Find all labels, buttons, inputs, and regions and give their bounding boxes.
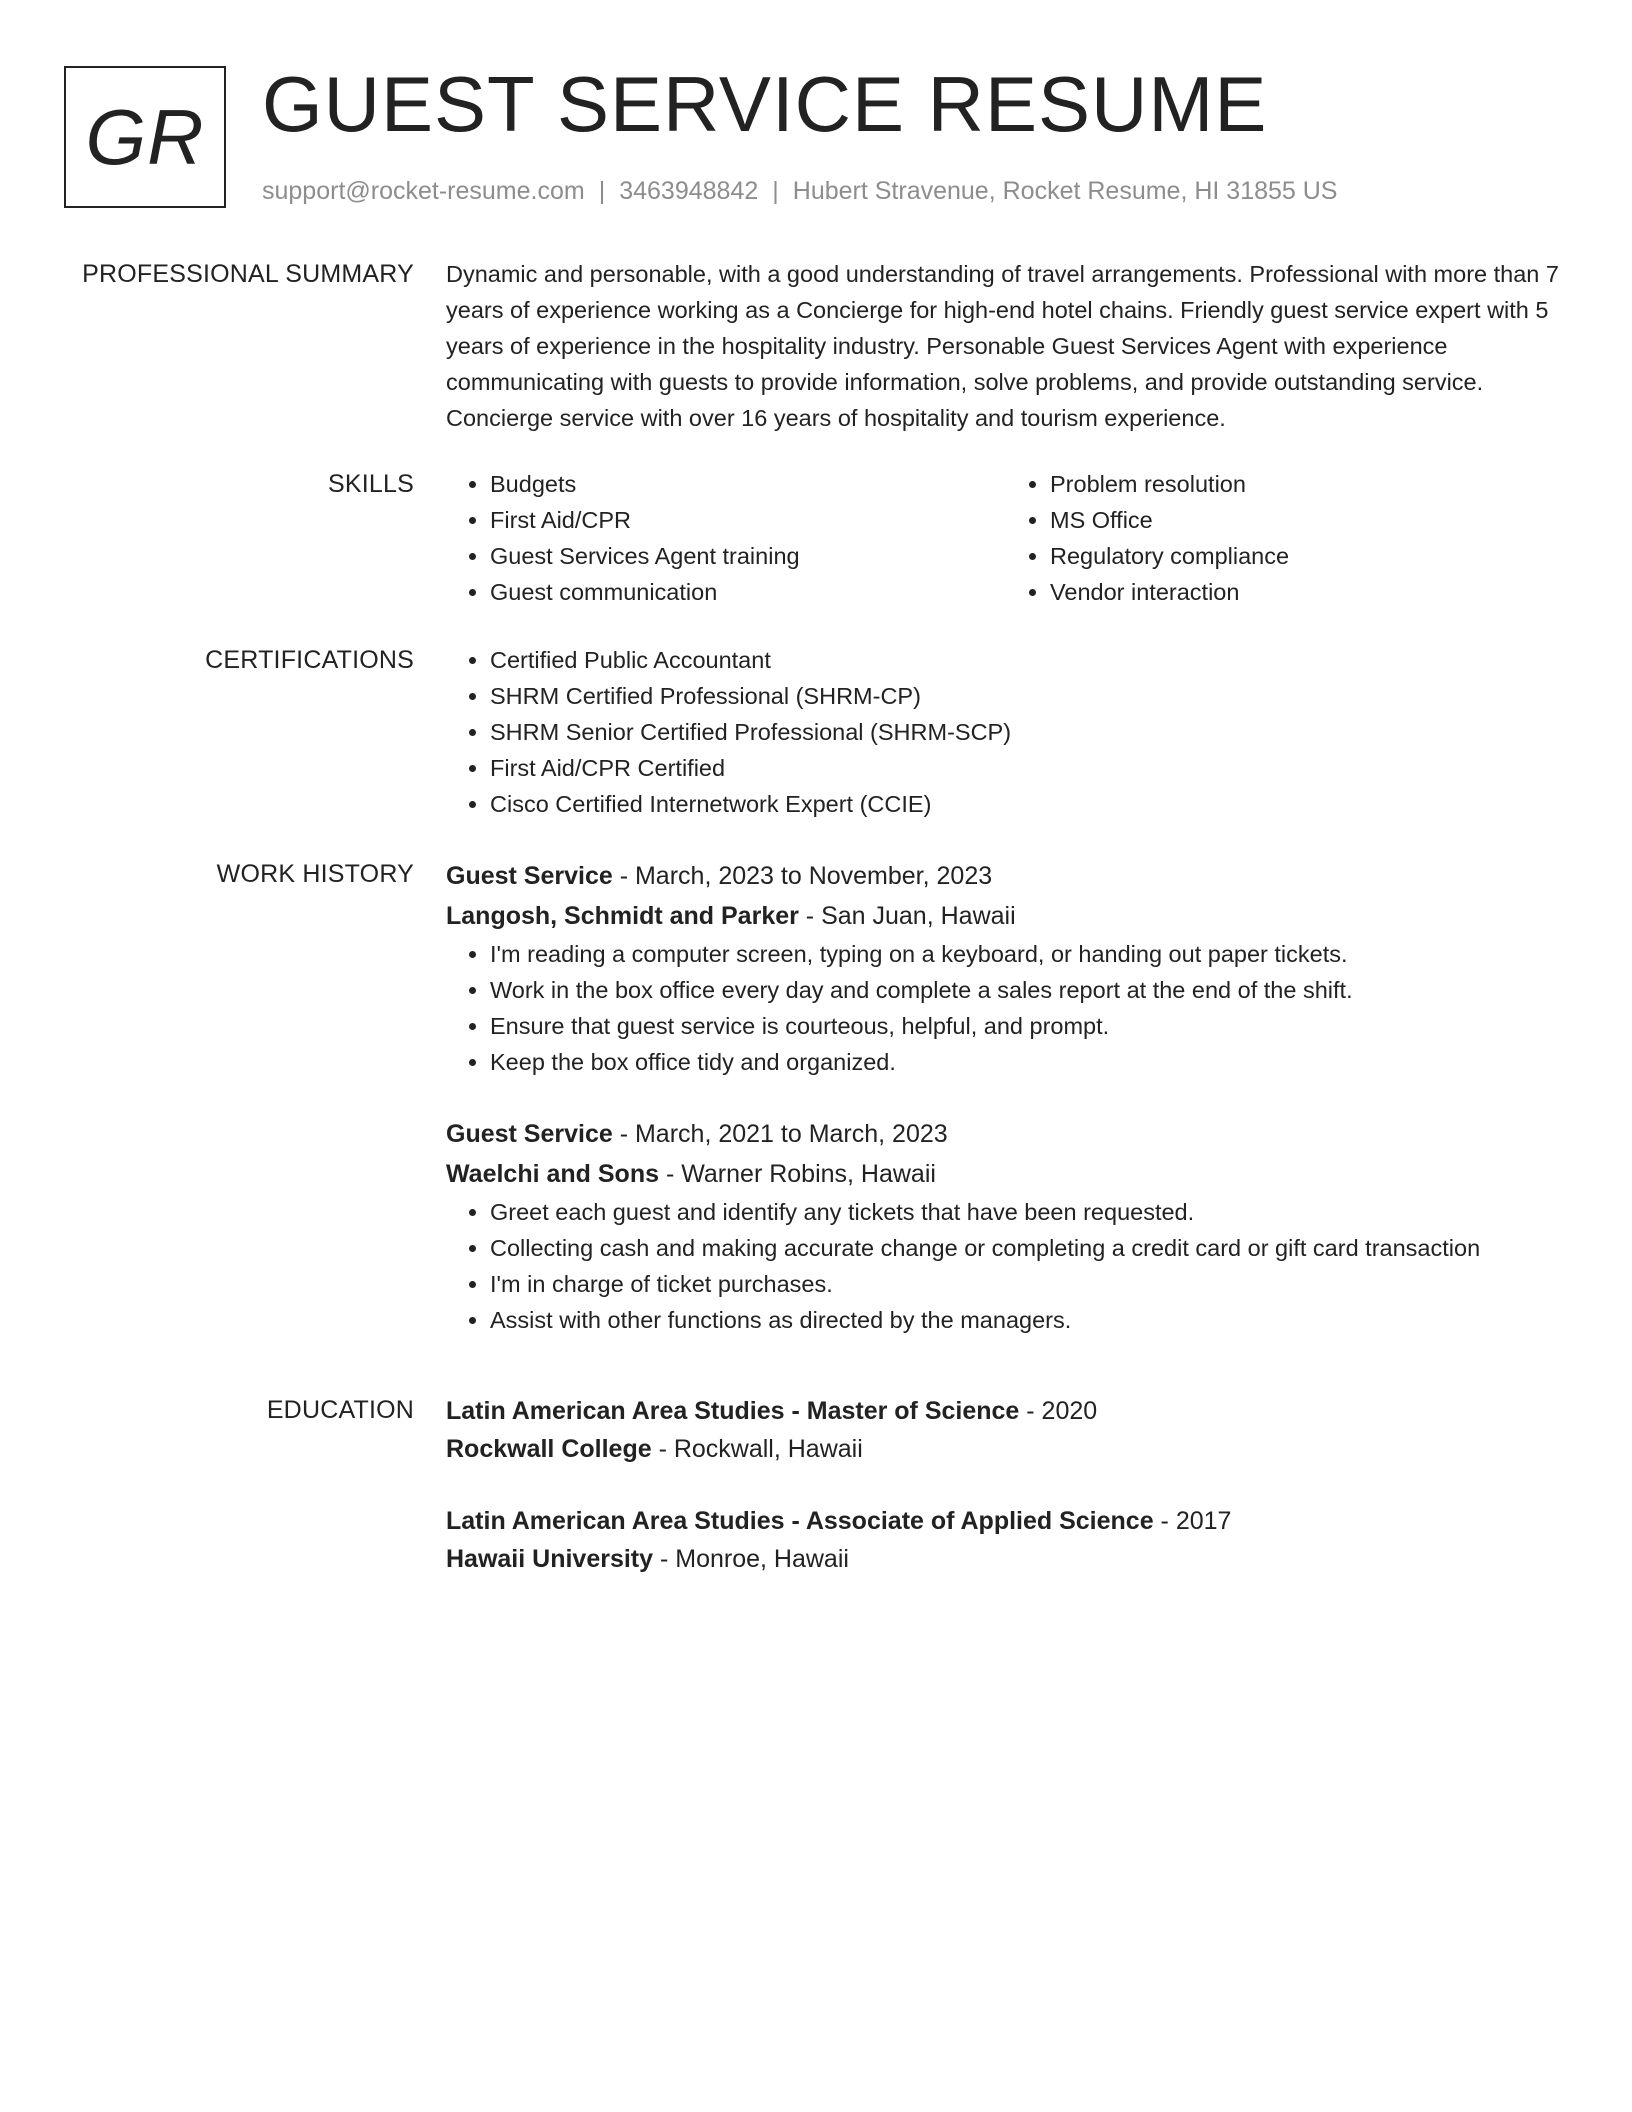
skill-item: • Vendor interaction bbox=[1050, 574, 1566, 610]
education-location: - Monroe, Hawaii bbox=[653, 1545, 849, 1573]
job-company: Langosh, Schmidt and Parker bbox=[446, 902, 799, 930]
certification-item: • Cisco Certified Internetwork Expert (CCIE) bbox=[490, 786, 1566, 822]
education-school-line bbox=[446, 1540, 1566, 1578]
job-duty: • Greet each guest and identify any tickets that have been requested. bbox=[490, 1194, 1566, 1230]
education-degree-line bbox=[446, 1502, 1566, 1540]
job-dates: - March, 2023 to November, 2023 bbox=[612, 862, 993, 890]
job-duty: • Ensure that guest service is courteous, helpful, and prompt. bbox=[490, 1008, 1566, 1044]
skills-list-right bbox=[1006, 466, 1566, 610]
resume-title: GUEST SERVICE RESUME bbox=[262, 60, 1268, 148]
work-history-body bbox=[446, 856, 1566, 1338]
education-entry bbox=[446, 1502, 1566, 1578]
education-school: Hawaii University bbox=[446, 1545, 654, 1573]
skill-item: • Regulatory compliance bbox=[1050, 538, 1566, 574]
certification-item: • First Aid/CPR Certified bbox=[490, 750, 1566, 786]
job-company: Waelchi and Sons bbox=[446, 1160, 660, 1188]
contact-address: Hubert Stravenue, Rocket Resume, HI 31855 US bbox=[792, 177, 1338, 205]
education-degree: Latin American Area Studies - Associate of Applied Science bbox=[446, 1507, 1154, 1535]
education-school-line bbox=[446, 1430, 1566, 1468]
job-title: Guest Service bbox=[446, 1120, 613, 1148]
skill-item: • Budgets bbox=[490, 466, 1006, 502]
education-year: - 2017 bbox=[1153, 1507, 1232, 1535]
job-duty: • Keep the box office tidy and organized. bbox=[490, 1044, 1566, 1080]
summary-text: Dynamic and personable, with a good understanding of travel arrangements. Professional with more than 7 years of experience working as a Concierge for high-end hotel chains. Friendly guest service expert with 5 years of experience in the hospitality industry. Personable Guest Services Agent with experience communicating with guests to provide information, solve problems, and provide outstanding service. Concierge service with over 16 years of hospitality and tourism experience. bbox=[446, 261, 1559, 431]
job-duties-list bbox=[446, 936, 1566, 1080]
education-heading: EDUCATION bbox=[266, 1396, 414, 1424]
skills-body bbox=[446, 466, 1566, 610]
certifications-heading: CERTIFICATIONS bbox=[205, 646, 414, 674]
summary-heading: PROFESSIONAL SUMMARY bbox=[82, 260, 414, 288]
certification-item: • SHRM Certified Professional (SHRM-CP) bbox=[490, 678, 1566, 714]
job-duty: • I'm in charge of ticket purchases. bbox=[490, 1266, 1566, 1302]
job-duties-list bbox=[446, 1194, 1566, 1338]
job-location: - San Juan, Hawaii bbox=[798, 902, 1016, 930]
education-degree: Latin American Area Studies - Master of Science bbox=[446, 1397, 1020, 1425]
skill-item: • Guest communication bbox=[490, 574, 1006, 610]
education-year: - 2020 bbox=[1019, 1397, 1098, 1425]
education-entry bbox=[446, 1392, 1566, 1468]
job-title-line bbox=[446, 856, 1566, 896]
contact-email: support@rocket-resume.com bbox=[262, 177, 585, 205]
education-degree-line bbox=[446, 1392, 1566, 1430]
job-title-line bbox=[446, 1114, 1566, 1154]
job-entry bbox=[446, 856, 1566, 1080]
contact-line bbox=[262, 174, 1337, 208]
job-dates: - March, 2021 to March, 2023 bbox=[612, 1120, 948, 1148]
education-body bbox=[446, 1392, 1566, 1578]
skills-heading: SKILLS bbox=[328, 470, 414, 498]
monogram-box bbox=[64, 66, 226, 208]
skill-item: • Guest Services Agent training bbox=[490, 538, 1006, 574]
skill-item: • First Aid/CPR bbox=[490, 502, 1006, 538]
skill-item: • MS Office bbox=[1050, 502, 1566, 538]
certification-item: • SHRM Senior Certified Professional (SHRM-SCP) bbox=[490, 714, 1566, 750]
job-duty: • Collecting cash and making accurate change or completing a credit card or gift card transaction bbox=[490, 1230, 1566, 1266]
job-company-line bbox=[446, 1154, 1566, 1194]
certification-item: • Certified Public Accountant bbox=[490, 642, 1566, 678]
summary-body bbox=[446, 256, 1566, 436]
job-duty: • Assist with other functions as directed by the managers. bbox=[490, 1302, 1566, 1338]
certifications-list bbox=[446, 642, 1566, 822]
monogram-initials: GR bbox=[85, 93, 205, 181]
certifications-body bbox=[446, 642, 1566, 822]
job-entry bbox=[446, 1114, 1566, 1338]
job-duty: • I'm reading a computer screen, typing on a keyboard, or handing out paper tickets. bbox=[490, 936, 1566, 972]
contact-phone: 3463948842 bbox=[619, 177, 759, 205]
job-location: - Warner Robins, Hawaii bbox=[659, 1160, 936, 1188]
job-company-line bbox=[446, 896, 1566, 936]
education-school: Rockwall College bbox=[446, 1435, 652, 1463]
skills-list-left bbox=[446, 466, 1006, 610]
contact-separator: | bbox=[598, 177, 606, 205]
education-location: - Rockwall, Hawaii bbox=[651, 1435, 863, 1463]
contact-separator: | bbox=[772, 177, 779, 205]
job-duty: • Work in the box office every day and complete a sales report at the end of the shift. bbox=[490, 972, 1566, 1008]
skill-item: • Problem resolution bbox=[1050, 466, 1566, 502]
job-title: Guest Service bbox=[446, 862, 613, 890]
work-history-heading: WORK HISTORY bbox=[216, 860, 414, 888]
